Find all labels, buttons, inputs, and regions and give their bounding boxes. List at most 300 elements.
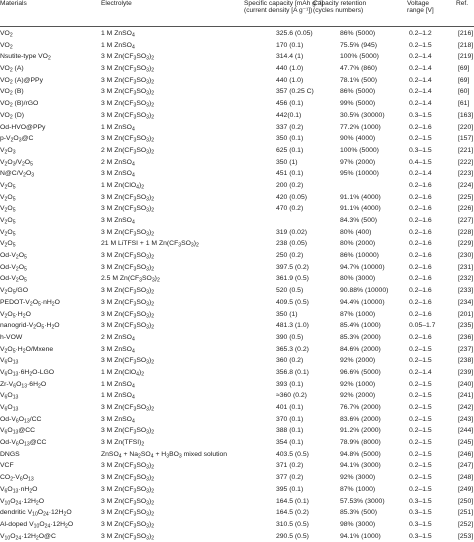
table-row xyxy=(0,180,474,192)
table-body xyxy=(0,28,474,542)
cell-capacity: 337 (0.2) xyxy=(276,123,304,131)
cell-ref: [201] xyxy=(458,310,474,318)
cell-ref: [60] xyxy=(458,88,470,96)
table-row xyxy=(0,133,474,145)
cell-retention: 85.3% (500) xyxy=(340,509,378,517)
cell-retention: 90% (4000) xyxy=(340,135,376,143)
cell-material: dendritic $V_{10}O_{24}\cdot 12H_2O$ xyxy=(0,509,72,518)
cell-material: $V_2O_5$ xyxy=(0,228,16,238)
cell-capacity: 456 (0.1) xyxy=(276,100,304,108)
cell-retention: 94.1% (3000) xyxy=(340,462,381,470)
cell-ref: [249] xyxy=(458,485,474,493)
cell-electrolyte: 3 M ZnSO$_4$ xyxy=(101,415,135,425)
cell-electrolyte: 3 M $Zn(CF_3SO_3)_2$ xyxy=(101,404,155,413)
cell-material: Nsutite-type $VO_2$ xyxy=(0,53,51,62)
cell-ref: [228] xyxy=(458,228,474,236)
cell-retention: 91.1% (4000) xyxy=(340,205,381,213)
cell-electrolyte: 1 M ZnSO$_4$ xyxy=(101,123,135,132)
table-row xyxy=(0,110,474,122)
cell-electrolyte: 1 M ZnSO$_4$ xyxy=(101,380,135,390)
table-row xyxy=(0,460,474,472)
cell-material: $V_2O_5$ xyxy=(0,205,16,214)
cell-retention: 87% (1000) xyxy=(340,485,376,493)
cell-retention: 97% (2000) xyxy=(340,158,376,166)
cell-material: $V_2O_3/V_2O_5$ xyxy=(0,158,33,168)
cell-electrolyte: 3 M $Zn(CF_3SO_3)_2$ xyxy=(101,322,155,331)
cell-capacity: 388 (0.1) xyxy=(276,427,304,435)
cell-ref: [250] xyxy=(458,497,474,505)
cell-material: nanogrid-$V_2O_5\cdot H_2O$ xyxy=(0,322,60,331)
cell-ref: [235] xyxy=(458,322,474,330)
cell-ref: [224] xyxy=(458,181,474,189)
cell-material: $Od-V_6O_{13}/CC$ xyxy=(0,415,42,425)
cell-ref: [253] xyxy=(458,532,474,540)
cell-ref: [243] xyxy=(458,415,474,423)
cell-voltage: 0.2–1.5 xyxy=(409,427,432,435)
table-row xyxy=(0,297,474,309)
cell-material: $V_{10}O_{24}\cdot 12H_2O$ xyxy=(0,497,45,506)
cell-capacity: 356.8 (0.1) xyxy=(276,368,309,376)
cell-voltage: 0.2–1.5 xyxy=(409,392,432,400)
cell-voltage: 0.2–1.5 xyxy=(409,439,432,447)
cell-voltage: 0.2–1.6 xyxy=(409,228,432,236)
cell-retention: 100% (5000) xyxy=(340,146,379,154)
table-row xyxy=(0,75,474,87)
cell-capacity: 290.5 (0.5) xyxy=(276,532,309,540)
cell-voltage: 0.4–1.5 xyxy=(409,158,432,166)
cell-electrolyte: 3 M $Zn(CF_3SO_3)_2$ xyxy=(101,76,155,86)
cell-voltage: 0.3–1.5 xyxy=(409,509,432,517)
cell-retention: 86% (5000) xyxy=(340,30,376,37)
cell-capacity: 371 (0.2) xyxy=(276,462,304,470)
cell-voltage: 0.2–1.6 xyxy=(409,181,432,189)
cell-ref: [225] xyxy=(458,193,474,201)
cell-voltage: 0.2–1.6 xyxy=(409,263,432,271)
cell-voltage: 0.2–1.5 xyxy=(409,357,432,365)
cell-capacity: 440 (1.0) xyxy=(276,76,304,84)
cell-retention: 91.1% (4000) xyxy=(340,193,381,201)
cell-retention: 94.7% (10000) xyxy=(340,263,385,271)
cell-capacity: ≈360 (0.2) xyxy=(276,392,307,400)
cell-retention: 90.88% (10000) xyxy=(340,287,389,295)
cell-retention: 92% (2000) xyxy=(340,357,376,365)
cell-retention: 92% (3000) xyxy=(340,474,376,482)
cell-material: $V_6O_{13}$ xyxy=(0,404,19,413)
cell-voltage: 0.2–1.5 xyxy=(409,135,432,143)
table-row xyxy=(0,367,474,379)
table-row xyxy=(0,449,474,461)
cell-voltage: 0.2–1.6 xyxy=(409,217,432,224)
cell-electrolyte: 3 M $Zn(CF_3SO_3)_2$ xyxy=(101,509,155,518)
cell-ref: [229] xyxy=(458,240,474,248)
cell-electrolyte: 3 M $Zn(CF_3SO_3)_2$ xyxy=(101,485,155,495)
cell-ref: [248] xyxy=(458,474,474,482)
cell-ref: [222] xyxy=(458,158,474,166)
cell-material: h-VOW xyxy=(0,333,23,341)
cell-retention: 99% (5000) xyxy=(340,100,376,108)
cell-material: PEDOT-$V_2O_5\cdot nH_2O$ xyxy=(0,298,60,308)
cell-voltage: 0.2–1.4 xyxy=(409,53,432,61)
cell-ref: [163] xyxy=(458,111,474,119)
cell-retention: 84.6% (2000) xyxy=(340,345,381,353)
table-row xyxy=(0,215,474,227)
table-row xyxy=(0,437,474,449)
cell-electrolyte: 1 M ZnSO$_4$ xyxy=(101,41,135,51)
cell-capacity: 520 (0.5) xyxy=(276,287,304,295)
cell-electrolyte: ZnSO$_4$ + $Na_2SO_4 + H_3BO_3$ mixed solution xyxy=(101,450,228,460)
table-header xyxy=(0,0,474,28)
cell-retention: 80% (3000) xyxy=(340,275,376,283)
cell-ref: [245] xyxy=(458,439,474,447)
cell-material: $V_2O_5$ xyxy=(0,181,16,191)
cell-material: DNGS xyxy=(0,450,20,458)
cell-voltage: 0.2–1.4 xyxy=(409,170,432,178)
cell-retention: 100% (5000) xyxy=(340,53,379,61)
cell-capacity: 409.5 (0.5) xyxy=(276,298,309,306)
cell-retention: 80% (400) xyxy=(340,228,372,236)
cell-material: $V_2O_5$ xyxy=(0,240,16,249)
cell-retention: 98% (3000) xyxy=(340,520,376,528)
cell-capacity: 350 (1) xyxy=(276,158,298,166)
cell-capacity: 354 (0.1) xyxy=(276,439,304,447)
cell-ref: [157] xyxy=(458,135,474,143)
cell-ref: [242] xyxy=(458,404,474,411)
cell-retention: 86% (10000) xyxy=(340,252,379,260)
cell-capacity: 395 (0.1) xyxy=(276,485,304,493)
cell-capacity: 314.4 (1) xyxy=(276,53,304,61)
cell-electrolyte: 1 M $Zn(ClO_4)_2$ xyxy=(101,181,145,191)
cell-retention: 87% (1000) xyxy=(340,310,376,318)
cell-material: $VO_2$ (B) xyxy=(0,88,24,97)
cell-voltage: 0.2–1.6 xyxy=(409,310,432,318)
table-row xyxy=(0,192,474,204)
cell-electrolyte: 3 M $Zn(CF_3SO_3)_2$ xyxy=(101,135,155,144)
table-row xyxy=(0,63,474,75)
cell-material: $Od-V_6O_{13}@CC$ xyxy=(0,439,47,448)
cell-capacity: 442(0.1) xyxy=(276,111,302,119)
cell-capacity: 360 (0.2) xyxy=(276,357,304,365)
table-row xyxy=(0,519,474,531)
header-capacity-subtitle: (current density [A g⁻¹]) xyxy=(244,7,313,15)
cell-material: $V_2O_5\cdot H_2O$/Mxene xyxy=(0,345,54,355)
cell-ref: [251] xyxy=(458,509,474,517)
table-row xyxy=(0,238,474,250)
table-row xyxy=(0,40,474,52)
cell-electrolyte: 2 M ZnSO$_4$ xyxy=(101,333,135,343)
cell-capacity: 481.3 (1.0) xyxy=(276,322,309,330)
cell-electrolyte: 3 M $Zn(CF_3SO_3)_2$ xyxy=(101,532,155,542)
cell-retention: 92% (1000) xyxy=(340,380,376,388)
cell-electrolyte: 3 M ZnSO$_4$ xyxy=(101,217,135,226)
cell-voltage: 0.2–1.5 xyxy=(409,41,432,49)
cell-ref: [227] xyxy=(458,217,474,224)
cell-ref: [247] xyxy=(458,462,474,470)
table-row xyxy=(0,145,474,157)
cell-electrolyte: 3 M $Zn(CF_3SO_3)_2$ xyxy=(101,205,155,214)
cell-electrolyte: 3 M $Zn(CF_3SO_3)_2$ xyxy=(101,462,155,471)
cell-capacity: 170 (0.1) xyxy=(276,41,304,49)
cell-voltage: 0.2–1.4 xyxy=(409,368,432,376)
header-retention-subtitle: (cycles numbers) xyxy=(313,7,364,15)
cell-voltage: 0.2–1.6 xyxy=(409,240,432,248)
cell-electrolyte: 3 M ZnSO$_4$ xyxy=(101,345,135,355)
cell-voltage: 0.2–1.6 xyxy=(409,252,432,260)
cell-voltage: 0.2–1.6 xyxy=(409,123,432,131)
cell-capacity: 403.5 (0.5) xyxy=(276,450,309,458)
cell-ref: [232] xyxy=(458,275,474,283)
cell-capacity: 200 (0.2) xyxy=(276,181,304,189)
header-rule xyxy=(0,26,474,27)
table-row xyxy=(0,390,474,402)
table-row xyxy=(0,168,474,180)
cell-capacity: 470 (0.2) xyxy=(276,205,304,213)
cell-retention: 85.4% (1000) xyxy=(340,322,381,330)
cell-material: $VO_2$ xyxy=(0,30,13,39)
cell-electrolyte: 3 M $Zn(CF_3SO_3)_2$ xyxy=(101,193,155,203)
cell-ref: [240] xyxy=(458,380,474,388)
cell-voltage: 0.2–1.4 xyxy=(409,88,432,96)
cell-capacity: 390 (0.5) xyxy=(276,333,304,341)
table-row xyxy=(0,332,474,344)
cell-capacity: 357 (0.25 C) xyxy=(276,88,314,96)
header-capacity-title: Specific capacity [mAh g⁻¹] xyxy=(244,0,324,7)
cell-ref: [226] xyxy=(458,205,474,213)
cell-material: $V_6O_{13}$ xyxy=(0,392,19,401)
header-voltage xyxy=(407,0,434,15)
cell-ref: [61] xyxy=(458,100,470,108)
cell-ref: [252] xyxy=(458,520,474,528)
cell-capacity: 397.5 (0.2) xyxy=(276,263,309,271)
cell-capacity: 325.6 (0.05) xyxy=(276,30,313,37)
cell-ref: [216] xyxy=(458,30,474,37)
cell-ref: [244] xyxy=(458,427,474,435)
header-voltage-title: Voltage xyxy=(407,0,429,7)
cell-material: $V_2O_5\cdot H_2O$ xyxy=(0,310,31,319)
header-electrolyte: Electrolyte xyxy=(101,0,132,7)
cell-voltage: 0.2–1.5 xyxy=(409,415,432,423)
cell-retention: 80% (2000) xyxy=(340,240,376,248)
cell-ref: [218] xyxy=(458,41,474,49)
table-row xyxy=(0,531,474,542)
cell-capacity: 401 (0.1) xyxy=(276,404,304,411)
cell-voltage: 0.2–1.4 xyxy=(409,100,432,108)
cell-voltage: 0.05–1.7 xyxy=(409,322,436,330)
table-row xyxy=(0,285,474,297)
cell-retention: 83.6% (2000) xyxy=(340,415,381,423)
cell-voltage: 0.2–1.5 xyxy=(409,380,432,388)
cell-electrolyte: 3 M $Zn(CF_3SO_3)_2$ xyxy=(101,228,155,238)
table-row xyxy=(0,472,474,484)
cell-material: $V_2O_3$ xyxy=(0,146,16,156)
table-row xyxy=(0,51,474,63)
cell-voltage: 0.2–1.6 xyxy=(409,298,432,306)
cell-retention: 94.8% (5000) xyxy=(340,450,381,458)
cell-material: $Od-V_2O_5$ xyxy=(0,263,27,273)
header-retention xyxy=(313,0,403,15)
cell-material: $VO_2$ (D) xyxy=(0,111,24,121)
cell-capacity: 350 (0.1) xyxy=(276,135,304,143)
cell-capacity: 238 (0.05) xyxy=(276,240,307,248)
cell-material: $VO_2$ xyxy=(0,41,13,51)
table-row xyxy=(0,203,474,215)
cell-voltage: 0.2–1.5 xyxy=(409,485,432,493)
cell-capacity: 420 (0.05) xyxy=(276,193,307,201)
cell-voltage: 0.3–1.5 xyxy=(409,532,432,540)
cell-capacity: 440 (1.0) xyxy=(276,65,304,73)
cell-voltage: 0.2–1.5 xyxy=(409,345,432,353)
cell-retention: 94.4% (10000) xyxy=(340,298,385,306)
cell-voltage: 0.2–1.5 xyxy=(409,462,432,470)
cell-electrolyte: 1 M ZnSO$_4$ xyxy=(101,30,135,39)
cell-ref: [219] xyxy=(458,53,474,61)
table-row xyxy=(0,227,474,239)
cell-capacity: 393 (0.1) xyxy=(276,380,304,388)
cell-voltage: 0.3–1.5 xyxy=(409,111,432,119)
cell-electrolyte: 3 M $Zn(CF_3SO_3)_2$ xyxy=(101,287,155,296)
cell-electrolyte: 3 M $Zn(CF_3SO_3)_2$ xyxy=(101,65,155,74)
cell-capacity: 365.3 (0.2) xyxy=(276,345,309,353)
cell-material: $p-V_2O_3@C$ xyxy=(0,135,34,144)
cell-retention: 94.1% (1000) xyxy=(340,532,381,540)
cell-capacity: 310.5 (0.5) xyxy=(276,520,309,528)
cell-voltage: 0.2–1.5 xyxy=(409,474,432,482)
cell-capacity: 250 (0.2) xyxy=(276,252,304,260)
table-row xyxy=(0,320,474,332)
cell-ref: [69] xyxy=(458,65,470,73)
cell-ref: [238] xyxy=(458,357,474,365)
cell-material: $V_6O_{13}\cdot nH_2O$ xyxy=(0,485,38,495)
table-row xyxy=(0,355,474,367)
cell-ref: [239] xyxy=(458,368,474,376)
cell-retention: 91.2% (2000) xyxy=(340,427,381,435)
cell-electrolyte: 3 M $Zn(CF_3SO_3)_2$ xyxy=(101,100,155,109)
cell-material: Al-doped $V_{10}O_{24}\cdot 12H_2O$ xyxy=(0,520,74,530)
cell-capacity: 319 (0.02) xyxy=(276,228,307,236)
table-row xyxy=(0,86,474,98)
cell-voltage: 0.2–1.6 xyxy=(409,193,432,201)
cell-material: $V_6O_{13}@CC$ xyxy=(0,427,36,436)
cell-electrolyte: 3 M $Zn(CF_3SO_3)_2$ xyxy=(101,111,155,121)
cell-retention: 95% (10000) xyxy=(340,170,379,178)
table-row xyxy=(0,98,474,110)
cell-voltage: 0.2–1.4 xyxy=(409,76,432,84)
cell-capacity: 164.5 (0.1) xyxy=(276,497,309,505)
header-voltage-subtitle: range [V] xyxy=(407,7,434,15)
cell-ref: [223] xyxy=(458,170,474,178)
cell-ref: [246] xyxy=(458,450,474,458)
cell-ref: [231] xyxy=(458,263,474,271)
cell-material: $Od-V_2O_5$ xyxy=(0,252,27,261)
cell-retention: 75.5% (945) xyxy=(340,41,378,49)
cell-material: $VO_2$ (A) xyxy=(0,65,24,74)
cell-electrolyte: 1 M $Zn(ClO_4)_2$ xyxy=(101,368,145,378)
cell-ref: [234] xyxy=(458,298,474,306)
cell-material: $Od-V_2O_5$ xyxy=(0,275,27,284)
cell-electrolyte: 3 M ZnSO$_4$ xyxy=(101,170,135,179)
table-row xyxy=(0,122,474,134)
table-row xyxy=(0,496,474,508)
cell-capacity: 377 (0.2) xyxy=(276,474,304,482)
cell-voltage: 0.3–1.5 xyxy=(409,520,432,528)
cell-electrolyte: 3 M $Zn(CF_3SO_3)_2$ xyxy=(101,520,155,530)
table-row xyxy=(0,157,474,169)
cell-electrolyte: 2 M $Zn(CF_3SO_3)_2$ xyxy=(101,146,155,156)
cell-retention: 57.53% (3000) xyxy=(340,497,385,505)
cell-material: $VO_2$ (A)@PPy xyxy=(0,76,43,86)
cell-retention: 76.7% (2000) xyxy=(340,404,381,411)
cell-material: Od-HVO@PPy xyxy=(0,123,46,131)
header-ref: Ref. xyxy=(456,0,469,7)
table-row xyxy=(0,262,474,274)
cell-electrolyte: 3 M $Zn(CF_3SO_3)_2$ xyxy=(101,53,155,62)
table-row xyxy=(0,273,474,285)
cell-material: $V_{10}O_{24}\cdot 12H_2O@C$ xyxy=(0,532,56,542)
cell-electrolyte: 3 M $Zn(CF_3SO_3)_2$ xyxy=(101,252,155,261)
cell-ref: [230] xyxy=(458,252,474,260)
cell-ref: [237] xyxy=(458,345,474,353)
cell-material: $V_2O_5/GO$ xyxy=(0,287,28,296)
cell-voltage: 0.3–1.5 xyxy=(409,146,432,154)
cell-material: $V_2O_5$ xyxy=(0,217,16,226)
table-row xyxy=(0,344,474,356)
table-row xyxy=(0,425,474,437)
table-row xyxy=(0,379,474,391)
table-row xyxy=(0,484,474,496)
cell-voltage: 0.2–1.5 xyxy=(409,450,432,458)
cell-ref: [221] xyxy=(458,146,474,154)
cell-electrolyte: 3 M $Zn(CF_3SO_3)_2$ xyxy=(101,497,155,506)
cell-voltage: 0.2–1.6 xyxy=(409,333,432,341)
table-row xyxy=(0,250,474,262)
cell-material: $V_2O_5$ xyxy=(0,193,16,203)
cell-electrolyte: 3 M $Zn(CF_3SO_3)_2$ xyxy=(101,357,155,366)
table-row xyxy=(0,507,474,519)
cell-ref: [233] xyxy=(458,287,474,295)
cell-electrolyte: 2 M ZnSO$_4$ xyxy=(101,158,135,168)
table-row xyxy=(0,402,474,414)
cell-retention: 78.9% (8000) xyxy=(340,439,381,447)
cell-material: $CO_2-V_6O_{13}$ xyxy=(0,474,34,483)
cell-retention: 92% (2000) xyxy=(340,392,376,400)
cell-capacity: 164.5 (0.2) xyxy=(276,509,309,517)
cell-material: $V_6O_{13}\cdot 6H_2O$-LGO xyxy=(0,368,55,378)
cell-retention: 78.1% (500) xyxy=(340,76,378,84)
cell-capacity: 350 (1) xyxy=(276,310,298,318)
cell-ref: [236] xyxy=(458,333,474,341)
cell-electrolyte: 3 M $Zn(TFSI)_2$ xyxy=(101,439,145,448)
header-materials: Materials xyxy=(0,0,27,7)
cell-voltage: 0.2–1.5 xyxy=(409,404,432,411)
cell-material: $V_6O_{13}$ xyxy=(0,357,19,366)
cell-electrolyte: 3 M $Zn(CF_3SO_3)_2$ xyxy=(101,263,155,273)
cell-capacity: 451 (0.1) xyxy=(276,170,304,178)
table-row xyxy=(0,414,474,426)
cell-retention: 77.2% (1000) xyxy=(340,123,381,131)
cell-retention: 86% (5000) xyxy=(340,88,376,96)
cell-retention: 85.3% (2000) xyxy=(340,333,381,341)
cell-retention: 30.5% (30000) xyxy=(340,111,385,119)
cell-electrolyte: 21 M LiTFSI + 1 M $Zn(CF_3SO_3)_2$ xyxy=(101,240,199,249)
cell-ref: [241] xyxy=(458,392,474,400)
cell-electrolyte: 2.5 M $Zn(CF_3SO_3)_2$ xyxy=(101,275,160,284)
cell-electrolyte: 3 M $Zn(CF_3SO_3)_2$ xyxy=(101,310,155,319)
header-retention-title: Capacity retention xyxy=(313,0,367,7)
cell-voltage: 0.2–1.6 xyxy=(409,205,432,213)
cell-voltage: 0.2–1.2 xyxy=(409,30,432,37)
cell-electrolyte: 3 M $Zn(CF_3SO_3)_2$ xyxy=(101,474,155,483)
cell-voltage: 0.2–1.6 xyxy=(409,275,432,283)
table-row xyxy=(0,309,474,321)
